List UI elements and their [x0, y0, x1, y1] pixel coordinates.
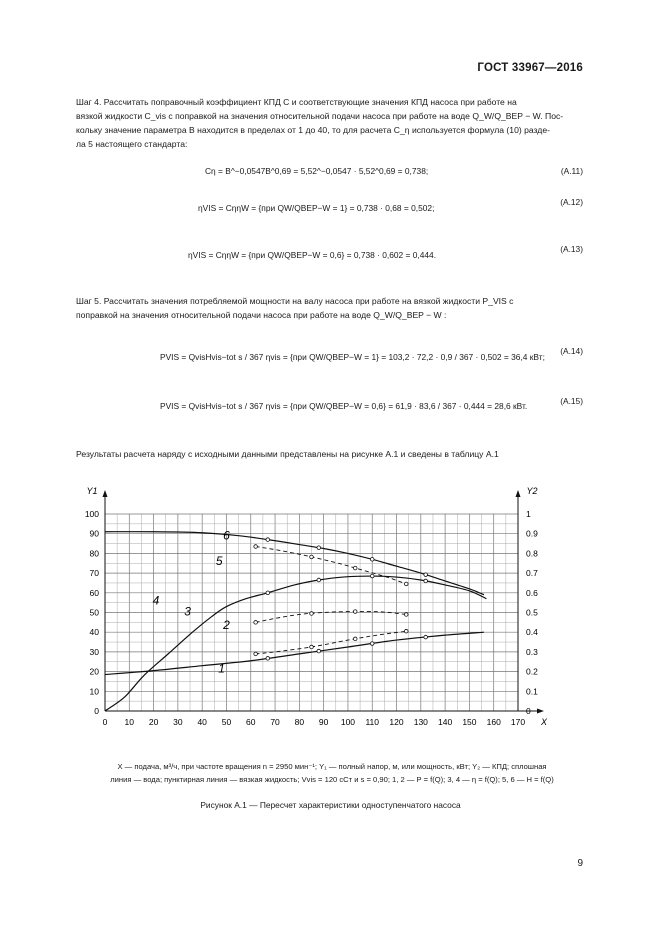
x-tick-label: 120: [389, 717, 404, 727]
document-header: ГОСТ 33967—2016: [477, 62, 583, 74]
figure-legend-note: [84, 760, 580, 786]
equation-a15: PVIS = QvisHvis−tot s / 367 ηvis = {при QW/QBEP−W = 0,6} = 61,9 · 83,6 / 367 · 0,444 = 28,6 кВт.: [160, 401, 528, 411]
pump-characteristic-chart: [0, 478, 661, 730]
x-tick-label: 150: [462, 717, 477, 727]
series-marker-5: [254, 545, 258, 549]
y-right-tick-label: 0.5: [526, 607, 538, 618]
series-marker-4: [317, 578, 321, 582]
x-axis-title: X: [540, 717, 548, 727]
x-tick-label: 30: [173, 717, 183, 727]
series-marker-3: [353, 610, 357, 614]
series-number-label-3: 3: [184, 604, 191, 619]
step4-line1: Шаг 4. Рассчитать поправочный коэффициент КПД C и соответствующие значения КПД насоса при работе на: [76, 97, 517, 107]
series-marker-3: [254, 621, 258, 625]
x-tick-label: 50: [221, 717, 232, 727]
equation-a15-number: (А.15): [560, 396, 583, 406]
step4-line2: вязкой жидкости C_vis с поправкой на значения относительной подачи насоса при работе на воде Q_W/Q_BEP − W. Пос-: [76, 111, 564, 121]
series-line-2: [256, 631, 407, 654]
page-number: 9: [577, 858, 583, 869]
equation-a13-number: (А.13): [560, 244, 583, 254]
y-right-axis-title: Y2: [526, 486, 538, 496]
chart-labels: [153, 529, 230, 676]
series-number-label-4: 4: [152, 593, 160, 608]
legend-note-line1: X — подача, м³/ч, при частоте вращения n = 2950 мин⁻¹; Y₁ — полный напор, м, или мощность, кВт; Y₂ — КПД; сплошная: [117, 762, 547, 771]
chart-axes: [103, 490, 545, 714]
y-right-tick-label: 0.7: [526, 568, 538, 579]
x-tick-label: 90: [318, 717, 329, 727]
x-tick-label: 170: [510, 717, 526, 727]
series-marker-6: [370, 558, 374, 562]
y-right-tick-label: 0.9: [526, 528, 538, 539]
y-left-tick-label: 50: [89, 607, 99, 618]
equation-a14-number: (А.14): [560, 346, 583, 356]
series-marker-3: [404, 613, 408, 617]
x-tick-label: 80: [294, 717, 305, 727]
y-left-tick-label: 70: [89, 568, 99, 579]
equation-a11: Cη = B^−0,0547B^0,69 = 5,52^−0,0547 · 5,52^0,69 = 0,738;: [205, 166, 429, 176]
y-left-tick-label: 100: [84, 509, 99, 519]
y-left-axis-title: Y1: [86, 486, 98, 496]
y-left-tick-label: 10: [89, 686, 99, 697]
x-tick-label: 160: [486, 717, 501, 727]
step5-paragraph: [76, 294, 584, 322]
series-marker-1: [370, 642, 374, 646]
equation-a14: PVIS = QvisHvis−tot s / 367 ηvis = {при QW/QBEP−W = 1} = 103,2 · 72,2 · 0,9 / 367 · 0,502 = 36,4 кВт;: [160, 352, 545, 362]
series-marker-5: [310, 555, 314, 559]
x-tick-label: 60: [246, 717, 256, 727]
y-right-tick-label: 0.6: [526, 587, 538, 598]
series-marker-5: [353, 566, 357, 570]
step4-line3: кольку значение параметра B находится в пределах от 1 до 40, то для расчета C_η используется формула (10) разде-: [76, 125, 550, 135]
series-marker-2: [404, 629, 408, 633]
series-marker-4: [424, 579, 428, 583]
series-number-label-2: 2: [223, 618, 230, 633]
y-left-tick-label: 0: [94, 706, 99, 716]
x-tick-label: 20: [148, 717, 159, 727]
series-line-3: [256, 611, 407, 622]
series-marker-6: [266, 538, 270, 542]
series-marker-1: [317, 649, 321, 653]
series-marker-2: [254, 652, 258, 656]
series-marker-2: [310, 645, 314, 649]
step4-line4: ла 5 настоящего стандарта:: [76, 139, 188, 149]
equation-a12-number: (А.12): [560, 197, 583, 207]
y-left-tick-label: 90: [89, 528, 99, 539]
equation-a11-number: (А.11): [560, 166, 583, 176]
series-number-label-6: 6: [223, 528, 230, 543]
y-left-axis-arrow: [103, 490, 108, 497]
y-right-tick-label: 0.1: [526, 686, 538, 697]
x-tick-label: 0: [102, 717, 108, 727]
y-left-tick-label: 20: [89, 666, 99, 677]
y-left-tick-label: 80: [89, 548, 99, 559]
x-tick-label: 130: [413, 717, 428, 727]
y-right-tick-label: 0.2: [526, 666, 538, 677]
series-marker-5: [404, 582, 408, 586]
chart-series: [105, 532, 486, 711]
equation-a13: ηVIS = CηηW = {при QW/QBEP−W = 0,6} = 0,738 · 0,602 = 0,444.: [188, 250, 437, 260]
x-tick-label: 40: [197, 717, 207, 727]
x-tick-label: 70: [270, 717, 280, 727]
series-marker-6: [424, 573, 428, 577]
equation-a12: ηVIS = CηηW = {при QW/QBEP−W = 1} = 0,738 · 0,68 = 0,502;: [198, 203, 435, 213]
y-right-tick-label: 0.4: [526, 627, 538, 638]
series-number-label-1: 1: [218, 661, 225, 676]
step5-line2: поправкой на значения относительной подачи насоса при работе на воде Q_W/Q_BEP − W :: [76, 310, 447, 320]
x-tick-label: 140: [438, 717, 453, 727]
series-marker-4: [370, 574, 374, 578]
series-marker-2: [353, 637, 357, 641]
y-right-tick-label: 0: [526, 706, 531, 716]
figure-caption: Рисунок А.1 — Пересчет характеристики одноступенчатого насоса: [200, 800, 461, 810]
y-left-tick-label: 30: [89, 646, 99, 657]
legend-note-line2: линия — вода; пунктирная линия — вязкая жидкость; Vvis = 120 сСт и s = 0,90; 1, 2 — P = f(Q); 3, 4 — η = f(Q); 5, 6 — H = f(Q): [110, 775, 554, 784]
series-marker-3: [310, 612, 314, 616]
x-axis-arrow: [537, 709, 544, 714]
x-tick-label: 10: [124, 717, 135, 727]
y-right-tick-label: 0.3: [526, 646, 538, 657]
y-right-tick-label: 0.8: [526, 548, 538, 559]
series-number-label-5: 5: [215, 554, 223, 569]
y-left-tick-label: 40: [89, 627, 99, 638]
x-tick-label: 110: [365, 717, 380, 727]
y-right-axis-arrow: [516, 490, 521, 497]
step4-paragraph: [76, 95, 584, 151]
step5-line1: Шаг 5. Рассчитать значения потребляемой мощности на валу насоса при работе на вязкой жидкости P_VIS с: [76, 296, 514, 306]
series-marker-1: [266, 657, 270, 661]
series-marker-1: [424, 635, 428, 639]
series-marker-4: [266, 591, 270, 595]
y-right-tick-label: 1: [526, 509, 531, 519]
series-marker-6: [317, 546, 321, 550]
series-line-4: [105, 576, 486, 711]
y-left-tick-label: 60: [89, 587, 99, 598]
results-sentence: Результаты расчета наряду с исходными данными представлены на рисунке А.1 и сведены в таблицу А.1: [76, 449, 499, 459]
x-tick-label: 100: [340, 717, 356, 727]
